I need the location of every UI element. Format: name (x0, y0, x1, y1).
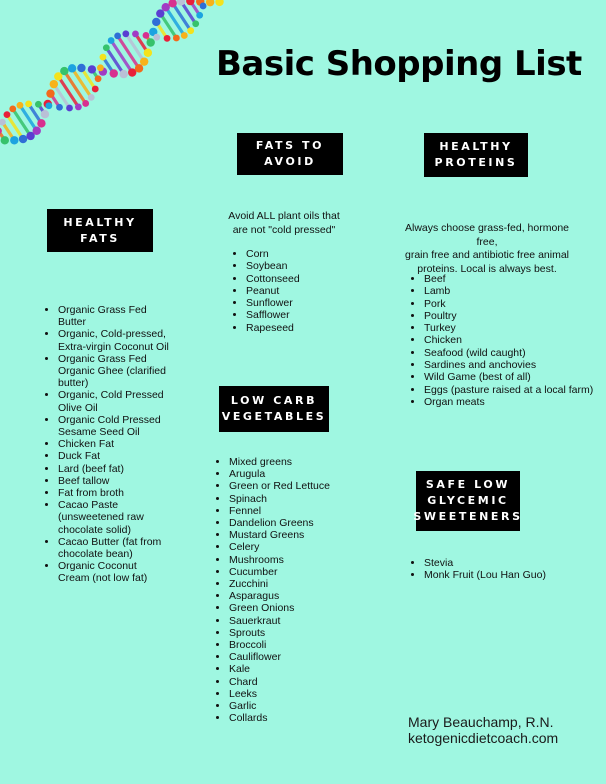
list-item: • Seafood (wild caught) (424, 347, 606, 359)
dna-node (114, 32, 121, 39)
dna-rung (13, 109, 31, 136)
dna-node (33, 127, 41, 135)
heading-line: PROTEINS (434, 156, 518, 169)
dna-node (97, 64, 104, 71)
dna-node (152, 18, 160, 26)
list-item: • Kale (229, 663, 369, 675)
list-item: • Sprouts (229, 627, 369, 639)
list-item: • Monk Fruit (Lou Han Guo) (424, 569, 594, 581)
heading-line: SAFE LOW (425, 478, 511, 491)
fats-to-avoid-list (233, 248, 366, 334)
author-signature (408, 714, 558, 746)
list-item: • Cottonseed (246, 273, 366, 285)
healthy-fats-heading (47, 209, 153, 252)
dna-node (108, 37, 115, 44)
low-carb-vegetables-heading (219, 386, 329, 432)
healthy-proteins-list (411, 273, 606, 408)
dna-node (82, 100, 89, 107)
dna-node (9, 105, 16, 112)
dna-node (95, 75, 102, 82)
dna-node (122, 30, 129, 37)
sweeteners-heading (413, 471, 523, 531)
dna-node (135, 64, 143, 72)
list-item: • Chicken (424, 334, 606, 346)
list-item: • Peanut (246, 285, 366, 297)
dna-node (56, 104, 63, 111)
dna-rung (111, 41, 132, 73)
dna-node (17, 102, 24, 109)
dna-node (77, 64, 85, 72)
healthy-fats-list (45, 304, 170, 585)
dna-rung (20, 105, 37, 130)
author-name: Mary Beauchamp, R.N. (408, 714, 554, 730)
note-line: Avoid ALL plant oils that (228, 210, 340, 222)
dna-node (143, 32, 150, 39)
list-item: • Asparagus (229, 590, 369, 602)
dna-node (164, 35, 171, 42)
list-item: • Organic Grass Fed Butter (58, 304, 170, 328)
dna-node (75, 104, 82, 111)
dna-node (37, 119, 45, 127)
list-item: • Fat from broth (58, 487, 170, 499)
dna-helix-icon (0, 0, 230, 145)
list-item: • Stevia (424, 557, 594, 569)
list-item: • Spinach (229, 493, 369, 505)
dna-rung (64, 71, 85, 103)
list-item: • Chicken Fat (58, 438, 170, 450)
list-item: • Rapeseed (246, 322, 366, 334)
page-title: Basic Shopping List (216, 44, 582, 84)
dna-node (46, 89, 54, 97)
list-item: • Poultry (424, 310, 606, 322)
dna-rung (118, 36, 139, 69)
list-item: • Cacao Butter (fat from chocolate bean) (58, 536, 170, 560)
dna-node (132, 31, 139, 38)
list-item: • Organic Cold Pressed Sesame Seed Oil (58, 414, 170, 438)
dna-rung (72, 68, 91, 97)
dna-node (10, 136, 18, 144)
dna-node (100, 54, 107, 61)
list-item: • Collards (229, 712, 369, 724)
list-item: • Wild Game (best of all) (424, 371, 606, 383)
dna-node (41, 110, 49, 118)
heading-line: HEALTHY (63, 215, 137, 229)
list-item: • Beef tallow (58, 475, 170, 487)
dna-node (144, 49, 152, 57)
dna-rung (126, 34, 144, 62)
note-line: grain free and antibiotic free animal (404, 249, 569, 261)
list-item: • Sardines and anchovies (424, 359, 606, 371)
list-item: • Dandelion Greens (229, 517, 369, 529)
heading-line: GLYCEMIC (427, 494, 509, 507)
dna-node (140, 57, 148, 65)
heading-line: FATS TO (255, 139, 325, 152)
list-item: • Cucumber (229, 566, 369, 578)
list-item: • Safflower (246, 309, 366, 321)
list-item: • Pork (424, 298, 606, 310)
note-line: Always choose grass-fed, hormone free, (405, 222, 569, 248)
list-item: • Chard (229, 676, 369, 688)
dna-node (119, 70, 127, 78)
list-item: • Organic, Cold Pressed Olive Oil (58, 389, 170, 413)
dna-node (192, 20, 199, 27)
fats-to-avoid-heading (237, 133, 343, 175)
list-item: • Mushrooms (229, 554, 369, 566)
dna-node (181, 32, 188, 39)
list-item: • Soybean (246, 260, 366, 272)
dna-node (4, 111, 11, 118)
dna-node (88, 94, 95, 101)
list-item: • Organic Grass Fed Organic Ghee (clarified butter) (58, 353, 170, 390)
dna-node (206, 0, 214, 6)
heading-line: AVOID (264, 155, 316, 168)
dna-node (153, 34, 160, 41)
list-item: • Corn (246, 248, 366, 260)
list-item: • Mixed greens (229, 456, 369, 468)
list-item: • Garlic (229, 700, 369, 712)
dna-node (187, 27, 194, 34)
dna-node (146, 38, 154, 46)
dna-node (200, 3, 207, 10)
note-line: proteins. Local is always best. (417, 262, 557, 275)
list-item: • Broccoli (229, 639, 369, 651)
heading-line: FATS (80, 231, 120, 245)
dna-node (50, 80, 58, 88)
list-item: • Organ meats (424, 396, 606, 408)
sweeteners-list (411, 557, 594, 582)
list-item: • Eggs (pasture raised at a local farm) (424, 384, 606, 396)
list-item: • Lamb (424, 285, 606, 297)
list-item: • Organic, Cold-pressed, Extra-virgin Coconut Oil (58, 328, 170, 352)
list-item: • Sunflower (246, 297, 366, 309)
dna-node (173, 35, 180, 42)
healthy-proteins-note (397, 222, 577, 276)
list-item: • Turkey (424, 322, 606, 334)
dna-node (1, 136, 9, 144)
dna-node (110, 69, 118, 77)
list-item: • Lard (beef fat) (58, 463, 170, 475)
list-item: • Leeks (229, 688, 369, 700)
low-carb-vegetables-list (216, 456, 369, 724)
dna-node (103, 44, 110, 51)
dna-node (46, 102, 53, 109)
list-item: • Green Onions (229, 602, 369, 614)
heading-line: LOW CARB (230, 394, 318, 407)
heading-line: SWEETENERS (413, 510, 523, 523)
list-item: • Mustard Greens (229, 529, 369, 541)
dna-node (68, 64, 76, 72)
dna-node (215, 0, 223, 6)
dna-node (60, 67, 68, 75)
list-item: • Sauerkraut (229, 615, 369, 627)
fats-to-avoid-note (220, 210, 348, 237)
dna-node (19, 135, 27, 143)
list-item: • Duck Fat (58, 450, 170, 462)
list-item: • Beef (424, 273, 606, 285)
dna-rung (58, 76, 78, 106)
dna-node (196, 12, 203, 19)
website: ketogenicdietcoach.com (408, 730, 559, 746)
note-line: are not "cold pressed" (232, 223, 336, 236)
list-item: • Arugula (229, 468, 369, 480)
dna-node (88, 65, 96, 73)
healthy-proteins-heading (424, 133, 528, 177)
list-item: • Zucchini (229, 578, 369, 590)
dna-rung (173, 3, 191, 30)
dna-node (25, 101, 32, 108)
list-item: • Fennel (229, 505, 369, 517)
heading-line: VEGETABLES (221, 410, 327, 423)
list-item: • Cacao Paste (unsweetened raw chocolate solid) (58, 499, 170, 536)
list-item: • Celery (229, 541, 369, 553)
list-item: • Organic Coconut Cream (not low fat) (58, 560, 170, 584)
heading-line: HEALTHY (439, 140, 513, 153)
list-item: • Cauliflower (229, 651, 369, 663)
dna-node (92, 86, 99, 93)
dna-rung (166, 7, 185, 35)
dna-node (66, 105, 73, 112)
dna-node (35, 101, 42, 108)
list-item: • Green or Red Lettuce (229, 480, 369, 492)
